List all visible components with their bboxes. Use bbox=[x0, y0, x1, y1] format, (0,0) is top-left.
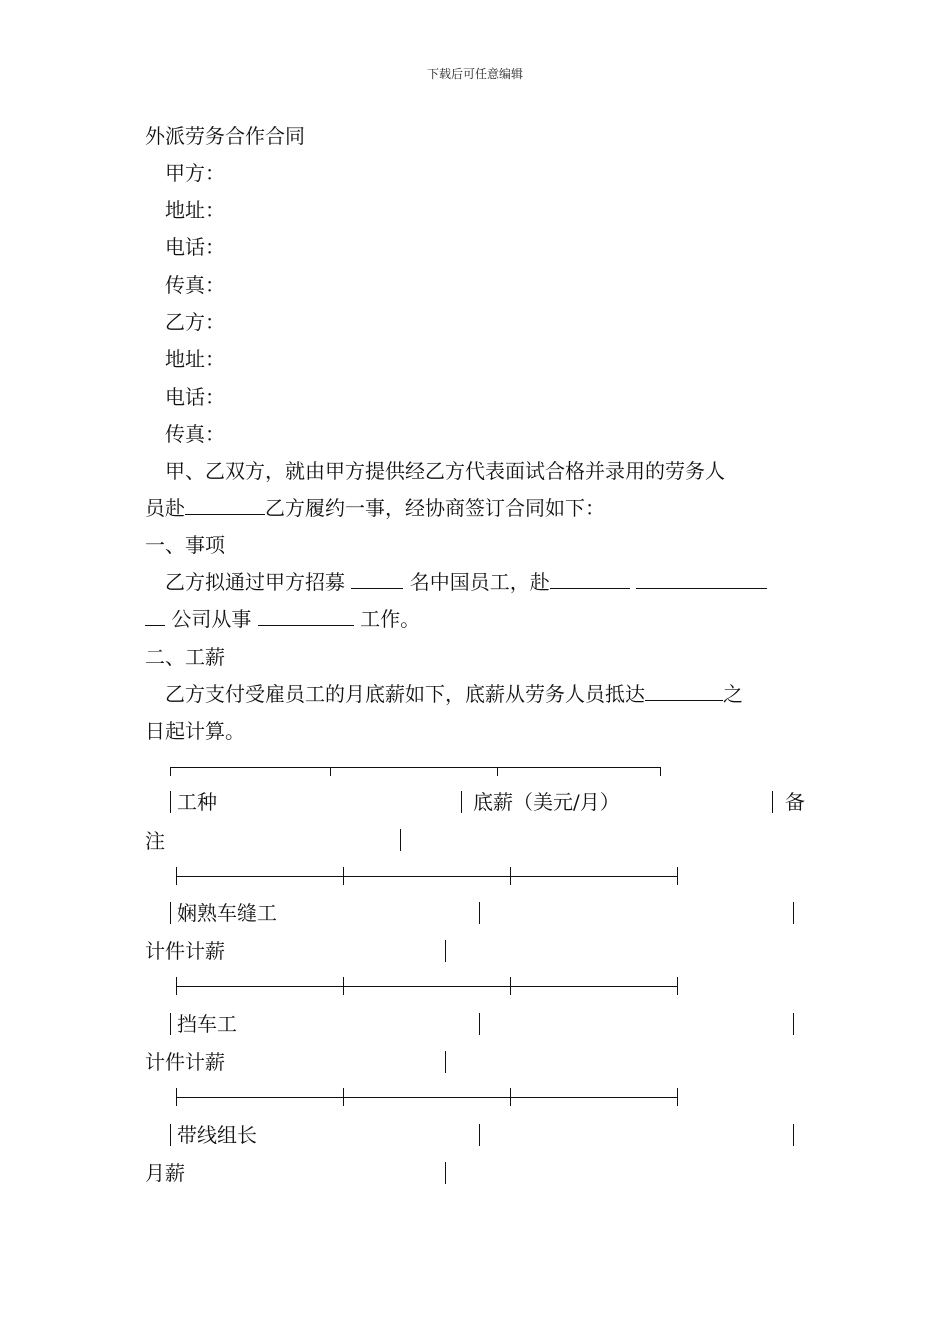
section-1-line-1 bbox=[165, 568, 767, 596]
page-header-note: 下载后可任意编辑 bbox=[426, 67, 523, 81]
party-a-fax-label: 传真： bbox=[165, 273, 225, 297]
intro-line-2-part-a: 员赴 bbox=[145, 496, 185, 520]
table-header-remark-part2: 注 bbox=[145, 829, 165, 853]
section-1-heading: 一、事项 bbox=[145, 533, 225, 557]
section-1-line-1-part-b: 名中国员工，赴 bbox=[409, 570, 550, 594]
company-name-blank-cont bbox=[145, 607, 165, 626]
party-a-name-label: 甲方： bbox=[165, 161, 225, 185]
table-header-salary: 底薪（美元/月） bbox=[473, 790, 620, 814]
destination-country-blank bbox=[550, 570, 630, 589]
section-1-line-1-part-a: 乙方拟通过甲方招募 bbox=[165, 570, 345, 594]
party-a-phone-label: 电话： bbox=[165, 235, 225, 259]
section-2-line-1-part-a: 乙方支付受雇员工的月底薪如下，底薪从劳务人员抵达 bbox=[165, 682, 645, 706]
arrival-blank bbox=[645, 682, 723, 701]
party-b-fax-label: 传真： bbox=[165, 422, 225, 446]
section-2-heading: 二、工薪 bbox=[145, 645, 225, 669]
document-title: 外派劳务合作合同 bbox=[145, 124, 305, 148]
table-header-job: 工种 bbox=[177, 790, 217, 814]
section-1-line-2-part-b: 工作。 bbox=[360, 607, 421, 631]
row-job: 挡车工 bbox=[177, 1012, 237, 1036]
party-a-address-label: 地址： bbox=[165, 198, 225, 222]
row-job: 娴熟车缝工 bbox=[177, 901, 277, 925]
intro-line-2 bbox=[145, 494, 605, 522]
section-2-line-1 bbox=[165, 680, 743, 708]
party-b-name-label: 乙方： bbox=[165, 310, 225, 334]
section-2-line-1-part-b: 之 bbox=[723, 682, 743, 706]
row-job: 带线组长 bbox=[177, 1123, 257, 1147]
intro-line-1: 甲、乙双方，就由甲方提供经乙方代表面试合格并录用的劳务人 bbox=[165, 459, 725, 483]
party-b-address-label: 地址： bbox=[165, 347, 225, 371]
row-remark: 计件计薪 bbox=[145, 939, 225, 963]
table-header-remark-part1: 备 bbox=[785, 790, 805, 814]
party-b-phone-label: 电话： bbox=[165, 385, 225, 409]
section-1-line-2-part-a: 公司从事 bbox=[171, 607, 252, 631]
recruit-count-blank bbox=[351, 570, 403, 589]
row-remark: 计件计薪 bbox=[145, 1050, 225, 1074]
section-2-line-2: 日起计算。 bbox=[145, 719, 245, 743]
section-1-line-2 bbox=[145, 605, 420, 633]
intro-line-2-part-b: 乙方履约一事，经协商签订合同如下： bbox=[265, 496, 605, 520]
destination-blank bbox=[185, 496, 265, 515]
work-type-blank bbox=[258, 607, 354, 626]
company-name-blank bbox=[636, 570, 767, 589]
row-remark: 月薪 bbox=[145, 1161, 185, 1185]
